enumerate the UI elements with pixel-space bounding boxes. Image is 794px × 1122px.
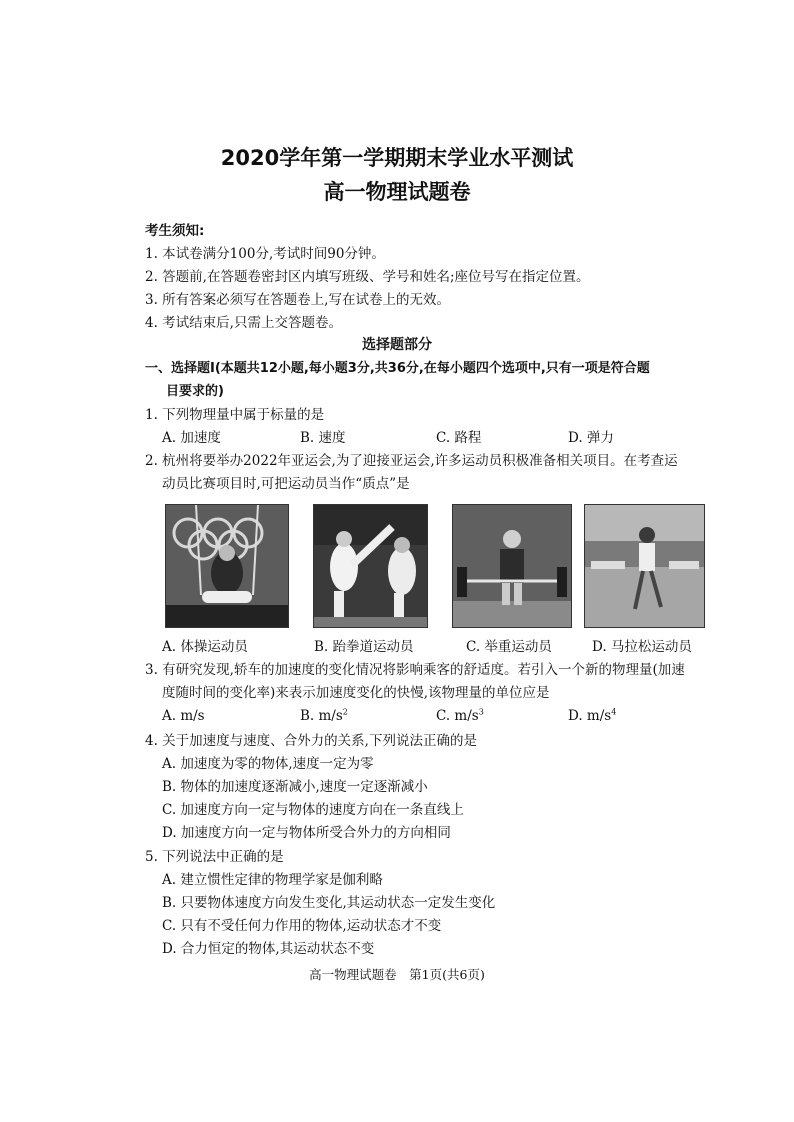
question-3-stem-line1: 3. 有研究发现,轿车的加速度的变化情况将影响乘客的舒适度。若引入一个新的物理量(加速 [145, 662, 685, 678]
q5-option-d: D. 合力恒定的物体,其运动状态不变 [162, 941, 375, 957]
q3-option-b [300, 707, 348, 725]
part-instructions-line2: 目要求的) [166, 384, 224, 399]
q1-option-b: B. 速度 [300, 430, 346, 446]
q2-option-b: B. 跆拳道运动员 [314, 639, 414, 655]
exam-subtitle: 高一物理试题卷 [323, 180, 471, 204]
section-title: 选择题部分 [362, 337, 432, 353]
taekwondo-photo [313, 504, 428, 628]
notice-item: 1. 本试卷满分100分,考试时间90分钟。 [145, 246, 385, 262]
notice-heading: 考生须知: [145, 223, 205, 239]
q3-option-d-exponent: 4 [611, 707, 617, 717]
q3-option-b-exponent: 2 [342, 707, 348, 717]
q1-option-d: D. 弹力 [568, 430, 614, 446]
q2-option-d: D. 马拉松运动员 [592, 639, 692, 655]
question-4-stem: 4. 关于加速度与速度、合外力的关系,下列说法正确的是 [145, 733, 477, 749]
page-footer: 高一物理试题卷 第1页(共6页) [309, 967, 485, 982]
q3-option-d [568, 707, 616, 725]
part-instructions-line1: 一、选择题Ⅰ(本题共12小题,每小题3分,共36分,在每小题四个选项中,只有一项是符合题 [145, 361, 650, 376]
question-3-stem-line2: 度随时间的变化率)来表示加速度变化的快慢,该物理量的单位应是 [162, 685, 550, 701]
notice-item: 2. 答题前,在答题卷密封区内填写班级、学号和姓名;座位号写在指定位置。 [145, 269, 590, 285]
marathon-photo [584, 504, 705, 628]
q3-option-c-exponent: 3 [478, 707, 484, 717]
exam-title: 2020学年第一学期期末学业水平测试 [220, 146, 574, 170]
q2-option-c: C. 举重运动员 [466, 639, 552, 655]
q1-option-c: C. 路程 [436, 430, 482, 446]
question-2-stem-line1: 2. 杭州将要举办2022年亚运会,为了迎接亚运会,许多运动员积极准备相关项目。在考查运 [145, 453, 678, 469]
question-5-stem: 5. 下列说法中正确的是 [145, 849, 284, 865]
weightlifting-photo [452, 504, 572, 628]
q3-option-a-text: A. m/s [162, 708, 205, 724]
q5-option-c: C. 只有不受任何力作用的物体,运动状态才不变 [162, 918, 442, 934]
q4-option-b: B. 物体的加速度逐渐减小,速度一定逐渐减小 [162, 779, 428, 795]
notice-item: 3. 所有答案必须写在答题卷上,写在试卷上的无效。 [145, 292, 450, 308]
q3-option-c-text: C. m/s [436, 708, 479, 724]
question-2-stem-line2: 动员比赛项目时,可把运动员当作“质点”是 [162, 476, 410, 492]
q5-option-b: B. 只要物体速度方向发生变化,其运动状态一定发生变化 [162, 895, 496, 911]
q2-option-a: A. 体操运动员 [162, 639, 248, 655]
q3-option-a [162, 707, 205, 725]
q3-option-b-text: B. m/s [300, 708, 343, 724]
notice-item: 4. 考试结束后,只需上交答题卷。 [145, 315, 342, 331]
q4-option-d: D. 加速度方向一定与物体所受合外力的方向相同 [162, 825, 451, 841]
q5-option-a: A. 建立惯性定律的物理学家是伽利略 [162, 872, 383, 888]
q1-option-a: A. 加速度 [162, 430, 221, 446]
q4-option-a: A. 加速度为零的物体,速度一定为零 [162, 756, 374, 772]
q3-option-d-text: D. m/s [568, 708, 612, 724]
question-1-stem: 1. 下列物理量中属于标量的是 [145, 407, 325, 423]
q3-option-c [436, 707, 484, 725]
q4-option-c: C. 加速度方向一定与物体的速度方向在一条直线上 [162, 802, 464, 818]
gymnast-photo [165, 504, 289, 628]
